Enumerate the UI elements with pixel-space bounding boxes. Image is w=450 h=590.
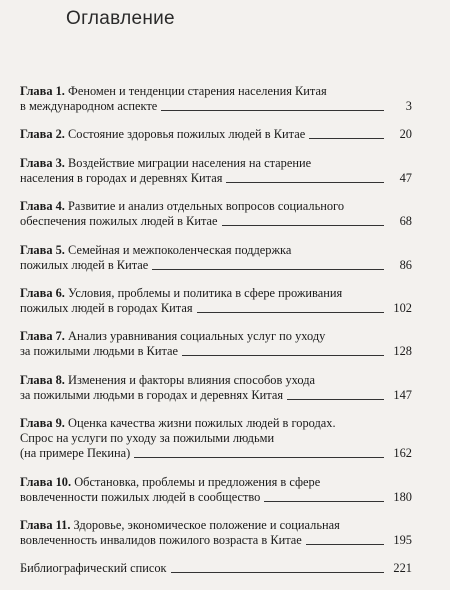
chapter-number: Глава 6.: [20, 285, 65, 300]
page-number: 180: [393, 489, 412, 504]
chapter-number: Глава 11.: [20, 517, 71, 532]
toc-entry-line: [20, 329, 412, 344]
toc-entry: [20, 416, 412, 461]
toc-entry-last-line: [20, 490, 412, 505]
leader-rule: [134, 457, 384, 458]
leader-rule: [287, 399, 384, 400]
chapter-number: Глава 9.: [20, 416, 65, 431]
chapter-title-text: вовлеченности пожилых людей в сообщество: [20, 489, 261, 504]
toc-entry-line: [20, 286, 412, 301]
chapter-number: Глава 4.: [20, 199, 65, 214]
chapter-title-text: Анализ уравнивания социальных услуг по уходу: [68, 329, 326, 344]
page-number: 162: [393, 446, 412, 461]
toc-entry: [20, 373, 412, 403]
toc-entry-line: [20, 373, 412, 388]
toc-entry-last-line: [20, 258, 412, 273]
chapter-title-text: Оценка качества жизни пожилых людей в городах.: [68, 416, 336, 431]
chapter-title-text: вовлеченность инвалидов пожилого возраста в Китае: [20, 532, 302, 547]
chapter-title-text: пожилых людей в Китае: [20, 257, 149, 272]
toc-entry-last-line: [20, 99, 412, 114]
toc-entry: [20, 127, 412, 142]
toc-entry-line: [20, 156, 412, 171]
toc-entry-last-line: [20, 388, 412, 403]
toc-entry-line: [20, 84, 412, 99]
page-number: 86: [399, 257, 412, 272]
page-number: 128: [393, 344, 412, 359]
leader-rule: [309, 138, 384, 139]
toc-entry-line: [20, 199, 412, 214]
chapter-title-text: в международном аспекте: [20, 99, 158, 113]
table-of-contents: [20, 84, 412, 590]
page-number: 147: [393, 387, 412, 402]
chapter-title-text: Изменения и факторы влияния способов ухода: [68, 372, 316, 387]
toc-entry: [20, 518, 412, 548]
page-number: 68: [399, 214, 412, 229]
toc-entry: [20, 561, 412, 576]
toc-entry-line: [20, 475, 412, 490]
leader-rule: [197, 312, 384, 313]
toc-entry: [20, 243, 412, 273]
leader-rule: [264, 501, 384, 502]
chapter-title-text: за пожилыми людьми в городах и деревнях Китая: [20, 387, 284, 402]
chapter-title-text: Спрос на услуги по уходу за пожилыми людьми: [20, 431, 275, 446]
chapter-number: Глава 5.: [20, 242, 65, 257]
chapter-title-text: Феномен и тенденции старения населения Китая: [68, 84, 327, 98]
toc-entry: [20, 286, 412, 316]
toc-entry: [20, 329, 412, 359]
chapter-number: Глава 1.: [20, 84, 65, 98]
chapter-title-text: Семейная и межпоколенческая поддержка: [68, 242, 292, 257]
toc-entry-line: [20, 518, 412, 533]
chapter-number: Глава 7.: [20, 329, 65, 344]
leader-rule: [306, 544, 384, 545]
chapter-title-text: пожилых людей в городах Китая: [20, 300, 193, 315]
chapter-title-text: Библиографический список: [20, 561, 167, 576]
toc-entry-last-line: [20, 344, 412, 359]
chapter-title-text: населения в городах и деревнях Китая: [20, 170, 223, 185]
toc-entry-last-line: [20, 446, 412, 461]
page-number: 3: [405, 99, 412, 113]
toc-entry-last-line: [20, 127, 412, 142]
leader-rule: [152, 269, 384, 270]
chapter-title-text: Состояние здоровья пожилых людей в Китае: [68, 127, 306, 142]
chapter-number: Глава 3.: [20, 155, 65, 170]
page-number: 47: [399, 170, 412, 185]
toc-entry-last-line: [20, 301, 412, 316]
chapter-title-text: Здоровье, экономическое положение и социальная: [73, 517, 340, 532]
leader-rule: [161, 110, 384, 111]
toc-entry-line: [20, 243, 412, 258]
leader-rule: [182, 355, 384, 356]
chapter-title-text: Условия, проблемы и политика в сфере проживания: [68, 285, 343, 300]
chapter-number: Глава 10.: [20, 474, 72, 489]
chapter-title-text: Развитие и анализ отдельных вопросов социального: [68, 199, 345, 214]
chapter-title-text: (на примере Пекина): [20, 446, 131, 461]
chapter-title-text: Воздействие миграции населения на старение: [68, 155, 312, 170]
toc-entry: [20, 84, 412, 114]
toc-entry-line: [20, 431, 412, 446]
chapter-number: Глава 2.: [20, 127, 65, 142]
toc-entry: [20, 199, 412, 229]
page-number: 195: [393, 532, 412, 547]
leader-rule: [171, 572, 384, 573]
leader-rule: [226, 182, 384, 183]
toc-entry: [20, 156, 412, 186]
leader-rule: [222, 225, 384, 226]
page-number: 20: [399, 127, 412, 142]
page-number: 221: [393, 561, 412, 576]
chapter-title-text: за пожилыми людьми в Китае: [20, 344, 179, 359]
page-number: 102: [393, 300, 412, 315]
toc-entry-line: [20, 416, 412, 431]
page-title: Оглавление: [66, 8, 175, 29]
toc-entry-last-line: [20, 561, 412, 576]
chapter-title-text: Обстановка, проблемы и предложения в сфере: [74, 474, 321, 489]
chapter-number: Глава 8.: [20, 372, 65, 387]
toc-entry-last-line: [20, 533, 412, 548]
chapter-title-text: обеспечения пожилых людей в Китае: [20, 214, 218, 229]
toc-entry-last-line: [20, 171, 412, 186]
toc-entry-last-line: [20, 214, 412, 229]
toc-entry: [20, 475, 412, 505]
